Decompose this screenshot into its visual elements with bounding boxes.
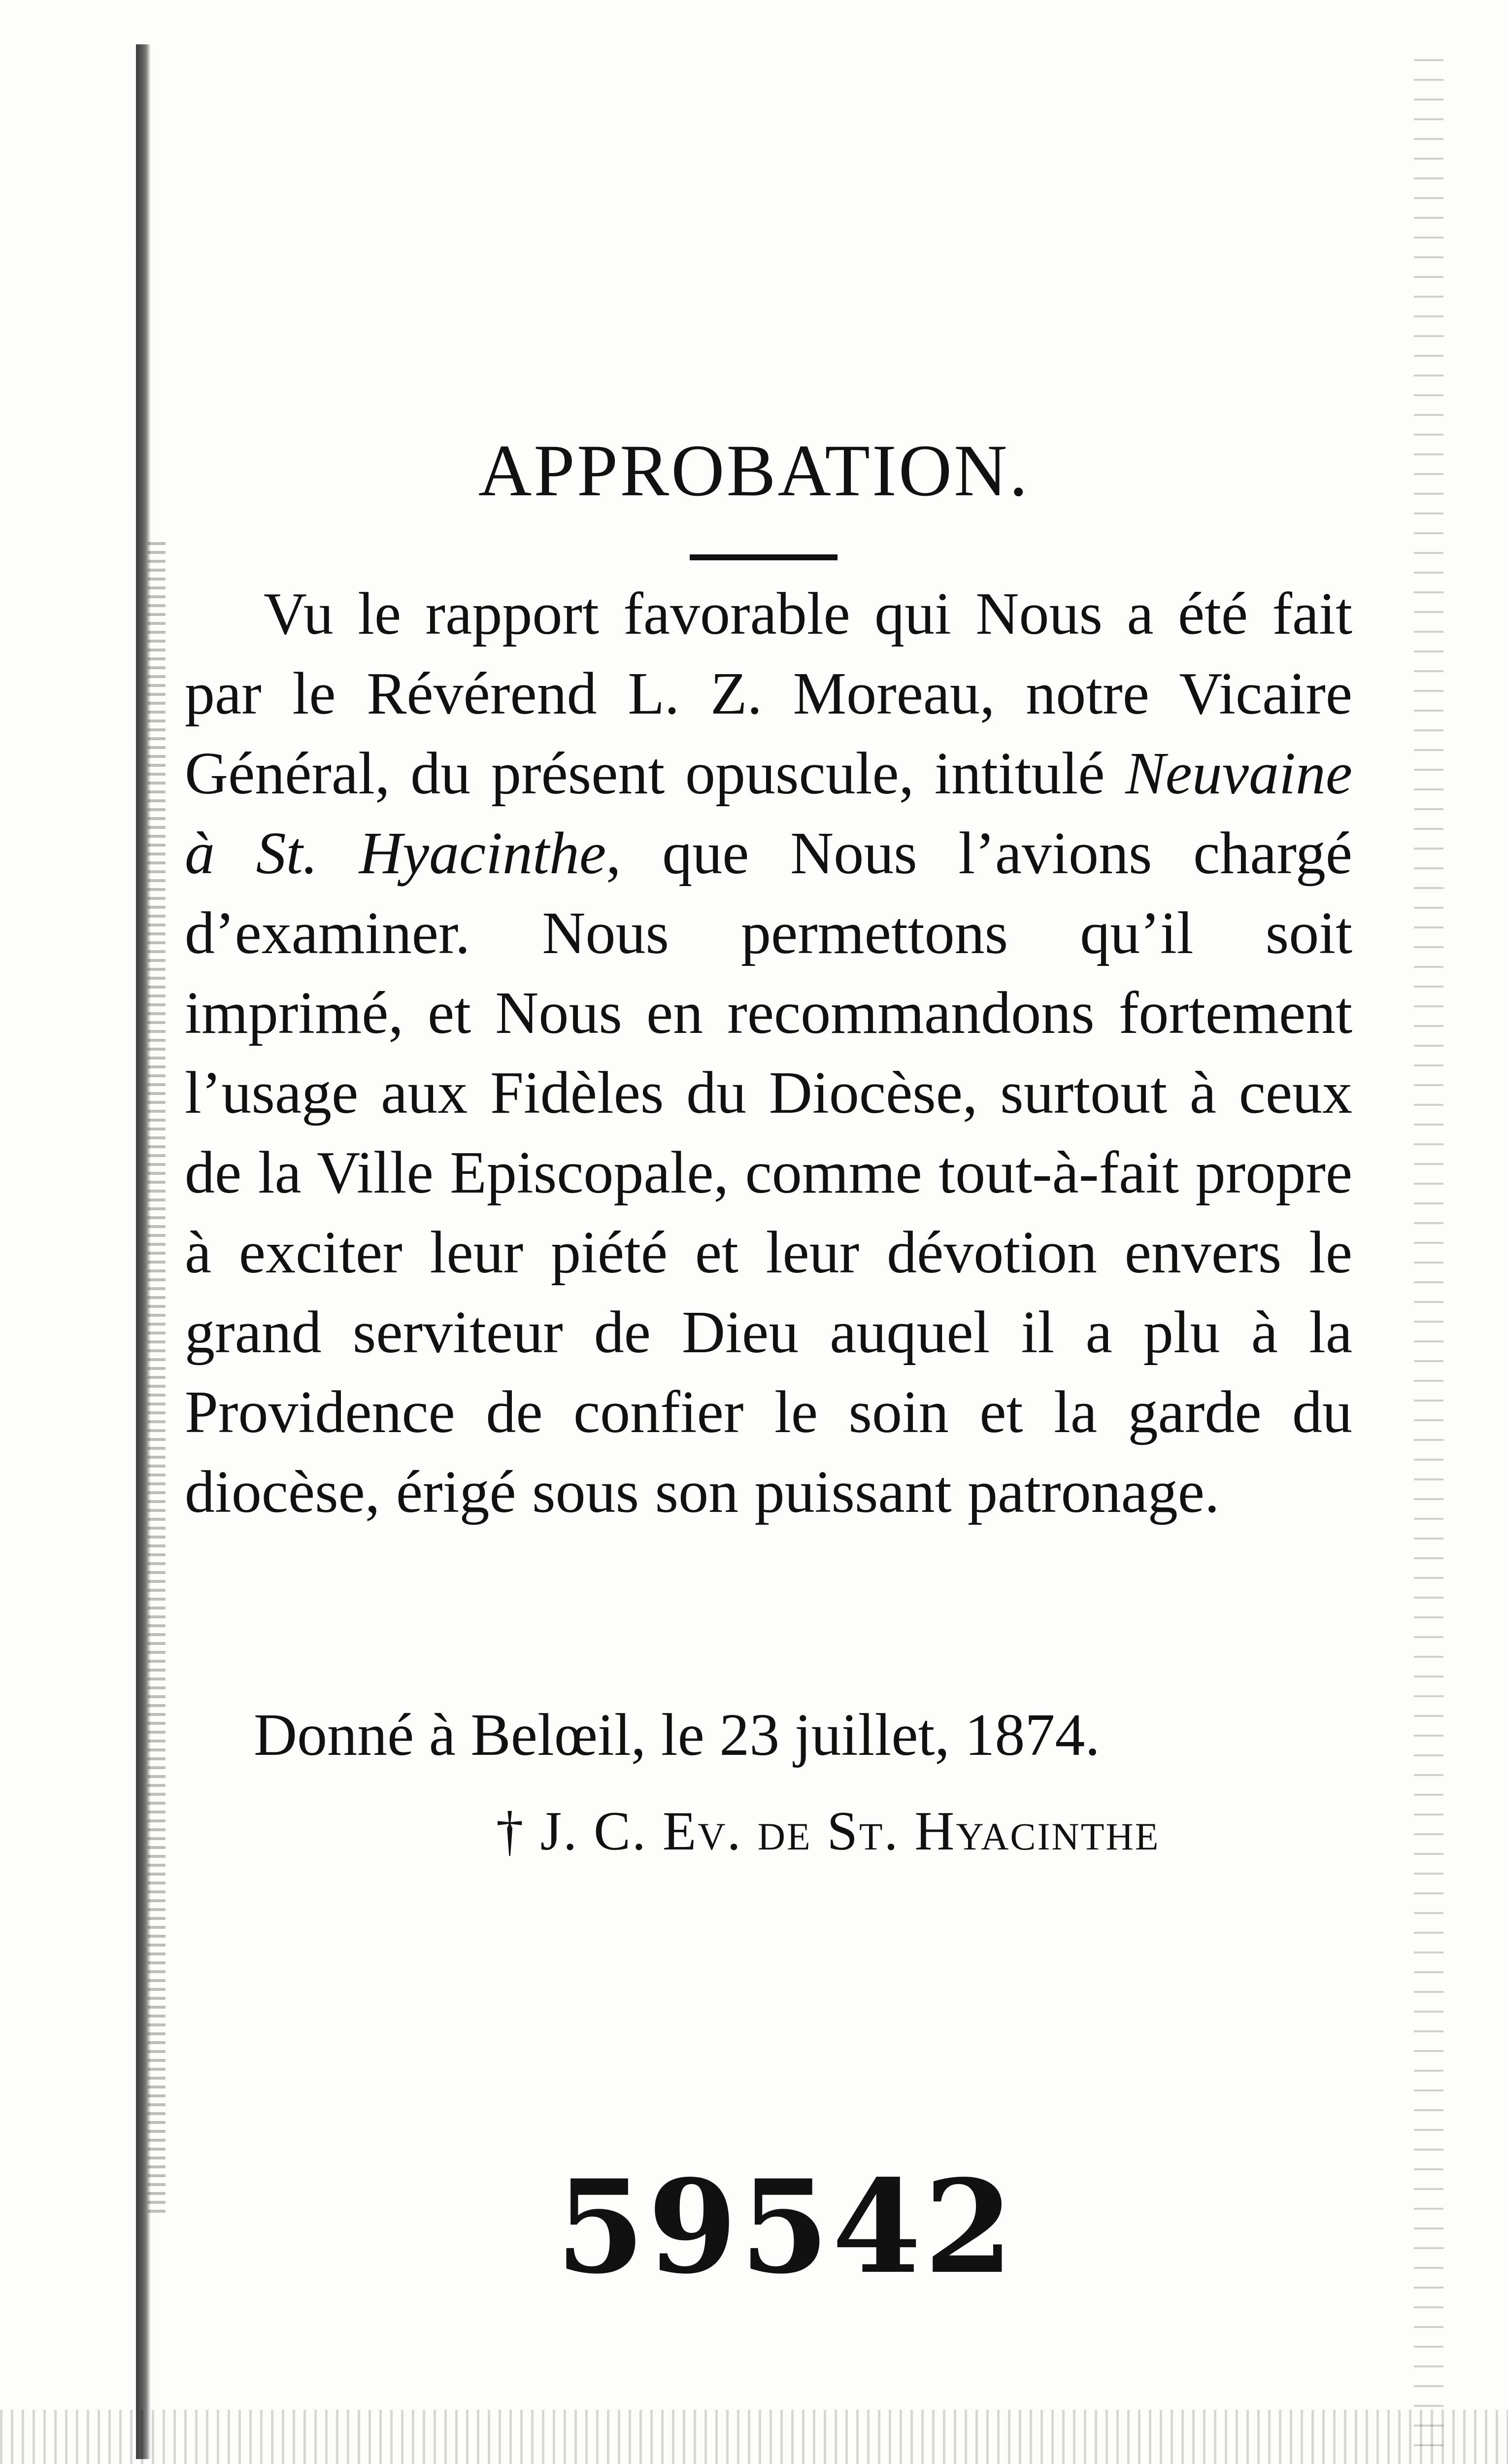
paragraph-text-end: , que Nous l’avions chargé d’examiner. Nous permettons qu’il soit imprimé, et Nous en recommandons fortement l’usage aux Fidèles du Diocèse, surtout à ceux de la Ville Episcopale, comme tout-à-fait propre à exciter leur piété et leur dévotion envers le grand serviteur de Dieu auquel il a plu à la Providence de confier le soin et la garde du diocèse, érigé sous son puissant patronage. — [185, 820, 1352, 1525]
signature: † J. C. Ev. de St. Hyacinthe — [496, 1801, 1160, 1862]
title-divider — [690, 554, 838, 560]
page-title: APPROBATION. — [478, 430, 1030, 512]
binding-edge-texture — [148, 542, 166, 2218]
book-title-italic: Neuvaine à St. Hyacinthe — [185, 740, 1352, 887]
right-edge-speckle — [1414, 59, 1443, 2449]
bottom-edge-speckle — [0, 2410, 1508, 2464]
approbation-paragraph — [185, 574, 1352, 1532]
date-line: Donné à Belœil, le 23 juillet, 1874. — [254, 1702, 1100, 1768]
stamp-number: 59542 — [556, 2152, 1016, 2302]
paragraph-text-start: Vu le rapport favorable qui Nous a été fait par le Révérend L. Z. Moreau, notre Vicaire Général, du présent opuscule, intitulé — [185, 581, 1352, 807]
